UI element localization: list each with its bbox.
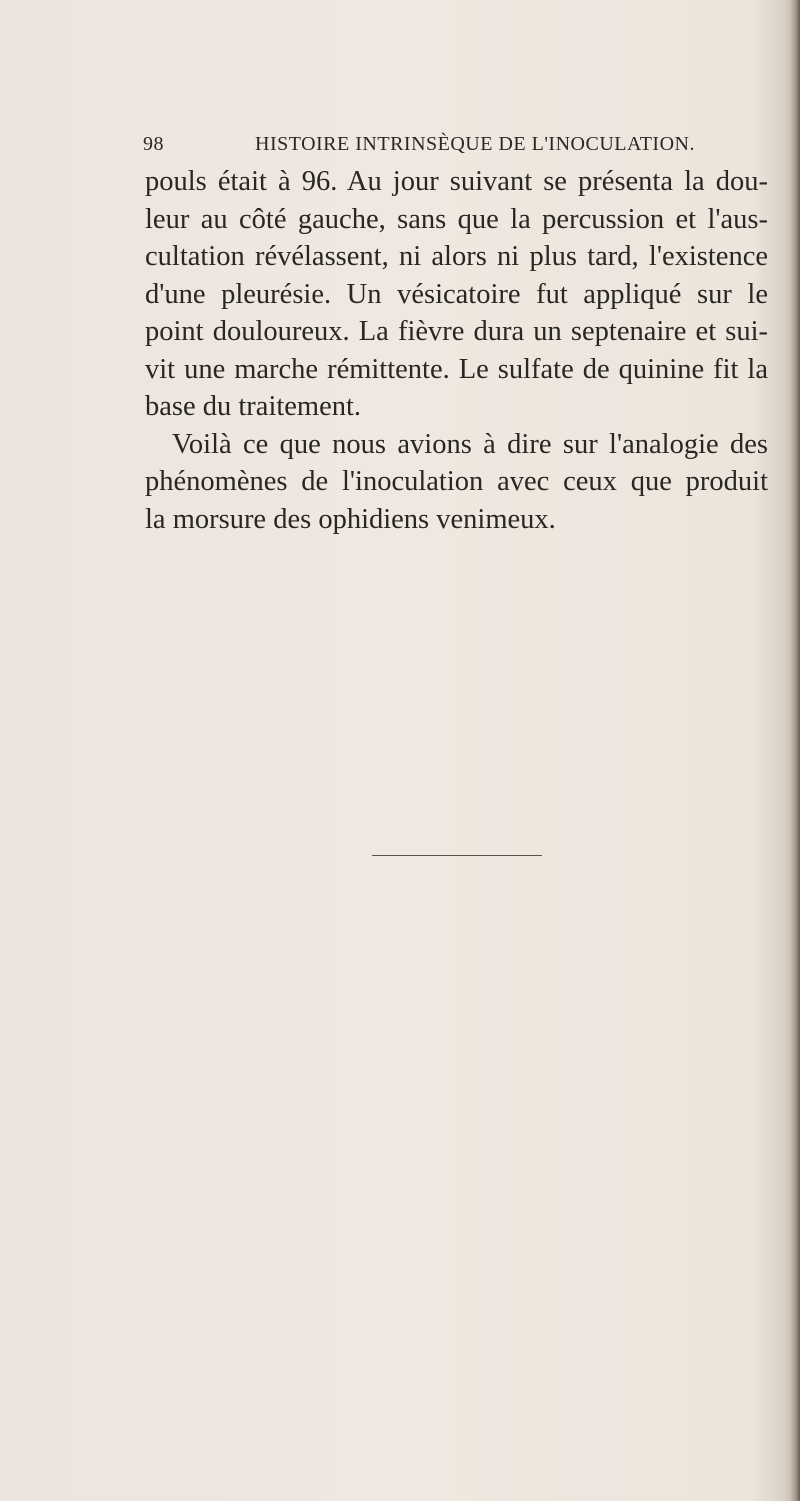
text-line: d'une pleurésie. Un vésicatoire fut appliqué sur le: [145, 278, 768, 310]
section-end-rule: [372, 855, 542, 856]
text-line: pouls était à 96. Au jour suivant se présenta la dou-: [145, 166, 768, 197]
text-line: point douloureux. La fièvre dura un septenaire et sui-: [145, 316, 768, 347]
body-text: [145, 163, 768, 538]
text-line: Voilà ce que nous avions à dire sur l'analogie des: [172, 428, 768, 460]
text-line: vit une marche rémittente. Le sulfate de quinine fit la: [145, 353, 768, 385]
page-number: 98: [143, 133, 164, 155]
text-line: phénomènes de l'inoculation avec ceux que produit: [145, 466, 768, 497]
running-head: [143, 133, 695, 159]
text-line: la morsure des ophidiens venimeux.: [145, 503, 556, 535]
text-line: leur au côté gauche, sans que la percussion et l'aus-: [145, 203, 768, 235]
text-line: base du traitement.: [145, 391, 362, 422]
page-edge-shadow: [790, 0, 800, 1501]
running-title: HISTOIRE INTRINSÈQUE DE L'INOCULATION.: [255, 133, 695, 155]
text-line: cultation révélassent, ni alors ni plus tard, l'existence: [145, 241, 768, 272]
